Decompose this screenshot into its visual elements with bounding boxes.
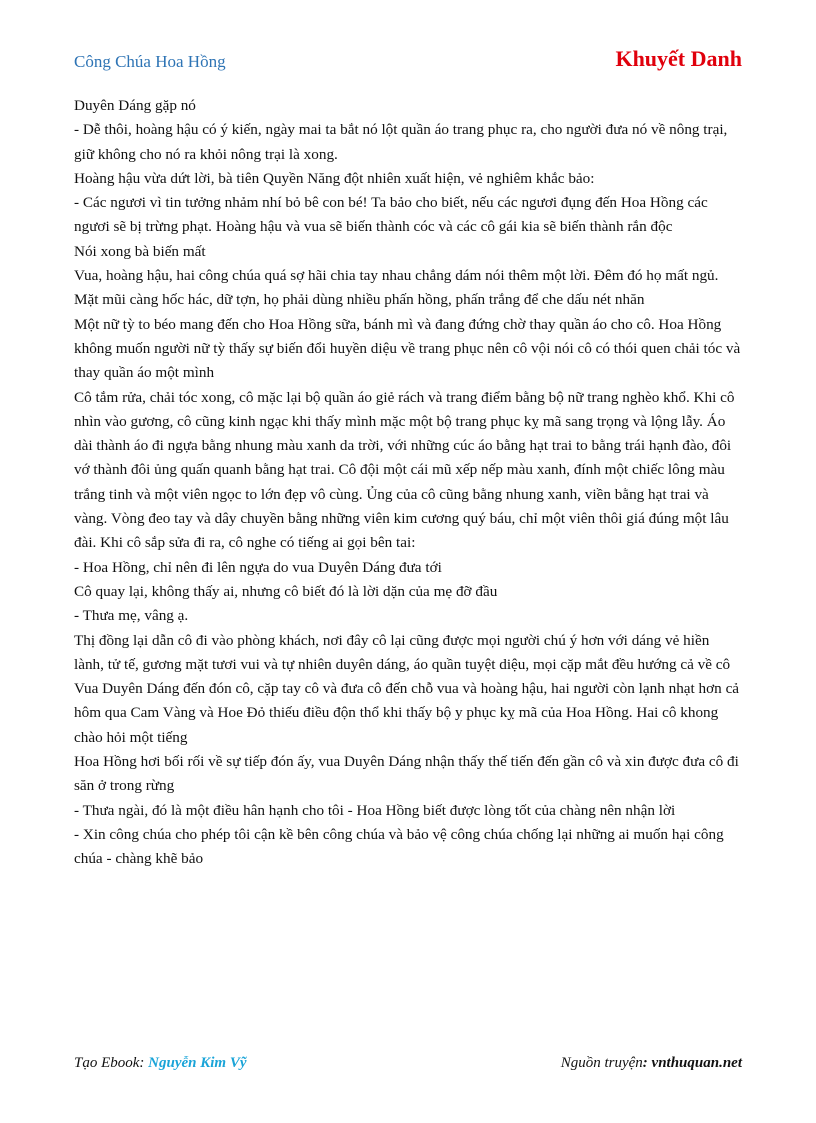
paragraph: Duyên Dáng gặp nó <box>74 97 196 114</box>
paragraph: Hoàng hậu vừa dứt lời, bà tiên Quyền Năng đột nhiên xuất hiện, vẻ nghiêm khắc bảo: <box>74 169 595 187</box>
paragraph: Một nữ tỳ to béo mang đến cho Hoa Hồng sữa, bánh mì và đang đứng chờ thay quần áo cho cô. Hoa Hồng không muốn người nữ tỳ thấy sự biến đổi huyền diệu về trang phục nên cô vội nói cô có thói quen chải tóc và thay quần áo một mình <box>74 315 741 382</box>
paragraph: Thị đồng lại dẫn cô đi vào phòng khách, nơi đây cô lại cũng được mọi người chú ý hơn với dáng vẻ hiền lành, tử tế, gương mặt tươi vui và tự nhiên duyên dáng, áo quần tuyệt diệu, mọi cặp mắt đều hướng cả về cô Vua Duyên Dáng đến đón cô, cặp tay cô và đưa cô đến chỗ vua và hoàng hậu, hai người còn lạnh nhạt hơn cả hôm qua Cam Vàng và Hoe Đỏ thiếu điều độn thổ khi thấy bộ y phục kỵ mã của Hoa Hồng. Hai cô khong chào hỏi một tiếng <box>74 631 740 746</box>
paragraph: - Thưa mẹ, vâng ạ. <box>74 607 189 625</box>
page-header <box>74 46 742 78</box>
ebook-creator: Nguyễn Kim Vỹ <box>148 1055 247 1071</box>
paragraph: - Các ngươi vì tin tưởng nhảm nhí bỏ bê con bé! Ta bảo cho biết, nếu các ngươi đụng đến Hoa Hồng các ngươi sẽ bị trừng phạt. Hoàng hậu và vua sẽ biến thành cóc và các cô gái kia sẽ biến thành rắn độc <box>74 194 708 236</box>
paragraph: Vua, hoàng hậu, hai công chúa quá sợ hãi chia tay nhau chẳng dám nói thêm một lời. Đêm đó họ mất ngủ. Mặt mũi càng hốc hác, dữ tợn, họ phải dùng nhiều phấn hồng, phấn trắng để che dấu nét nhăn <box>74 267 719 309</box>
paragraph: Cô quay lại, không thấy ai, nhưng cô biết đó là lời dặn của mẹ đỡ đầu <box>74 582 498 600</box>
paragraph: Nói xong bà biến mất <box>74 242 206 260</box>
paragraph: - Dễ thôi, hoàng hậu có ý kiến, ngày mai ta bắt nó lột quần áo trang phục ra, cho người đưa nó về nông trại, giữ không cho nó ra khỏi nông trại là xong. <box>74 121 728 163</box>
story-body <box>74 94 742 872</box>
source-site: vnthuquan.net <box>651 1055 742 1071</box>
paragraph: Hoa Hồng hơi bối rối về sự tiếp đón ấy, vua Duyên Dáng nhận thấy thế tiến đến gần cô và xin được đưa cô đi săn ở trong rừng <box>74 753 739 795</box>
paragraph: - Xin công chúa cho phép tôi cận kề bên công chúa và bảo vệ công chúa chống lại những ai muốn hại công chúa - chàng khẽ bảo <box>74 825 724 868</box>
page-footer <box>74 1055 742 1077</box>
paragraph: - Hoa Hồng, chỉ nên đi lên ngựa do vua Duyên Dáng đưa tới <box>74 558 442 576</box>
author-name: Khuyết Danh <box>615 46 742 71</box>
book-title: Công Chúa Hoa Hồng <box>74 52 226 71</box>
ebook-label: Tạo Ebook <box>74 1055 140 1071</box>
source-label: Nguồn truyện <box>560 1055 643 1071</box>
paragraph: Cô tắm rửa, chải tóc xong, cô mặc lại bộ quần áo giẻ rách và trang điểm bằng bộ nữ trang nghèo khổ. Khi cô nhìn vào gương, cô cũng kinh ngạc khi thấy mình mặc một bộ trang phục kỵ mã sang trọng và lộng lẫy. Áo dài thành áo đi ngựa bằng nhung màu xanh da trời, với những cúc áo bằng hạt trai to bằng trái hạnh đào, đôi vớ thành đôi ủng quấn quanh bằng hạt trai. Cô đội một cái mũ xếp nếp màu xanh, đính một chiếc lông màu trắng tinh và một viên ngọc to lớn đẹp vô cùng. Ủng của cô cũng bằng nhung xanh, viền bằng hạt trai và vàng. Vòng đeo tay và dây chuyền bằng những viên kim cương quý báu, chỉ một viên thôi giá đúng một lâu đài. Khi cô sắp sửa đi ra, cô nghe có tiếng ai gọi bên tai: <box>74 388 735 552</box>
ebook-credit: Tạo Ebook: Nguyễn Kim Vỹ <box>74 1055 247 1071</box>
source-credit: Nguồn truyện: vnthuquan.net <box>560 1055 742 1071</box>
paragraph: - Thưa ngài, đó là một điều hân hạnh cho tôi - Hoa Hồng biết được lòng tốt của chàng nên nhận lời <box>74 801 676 819</box>
